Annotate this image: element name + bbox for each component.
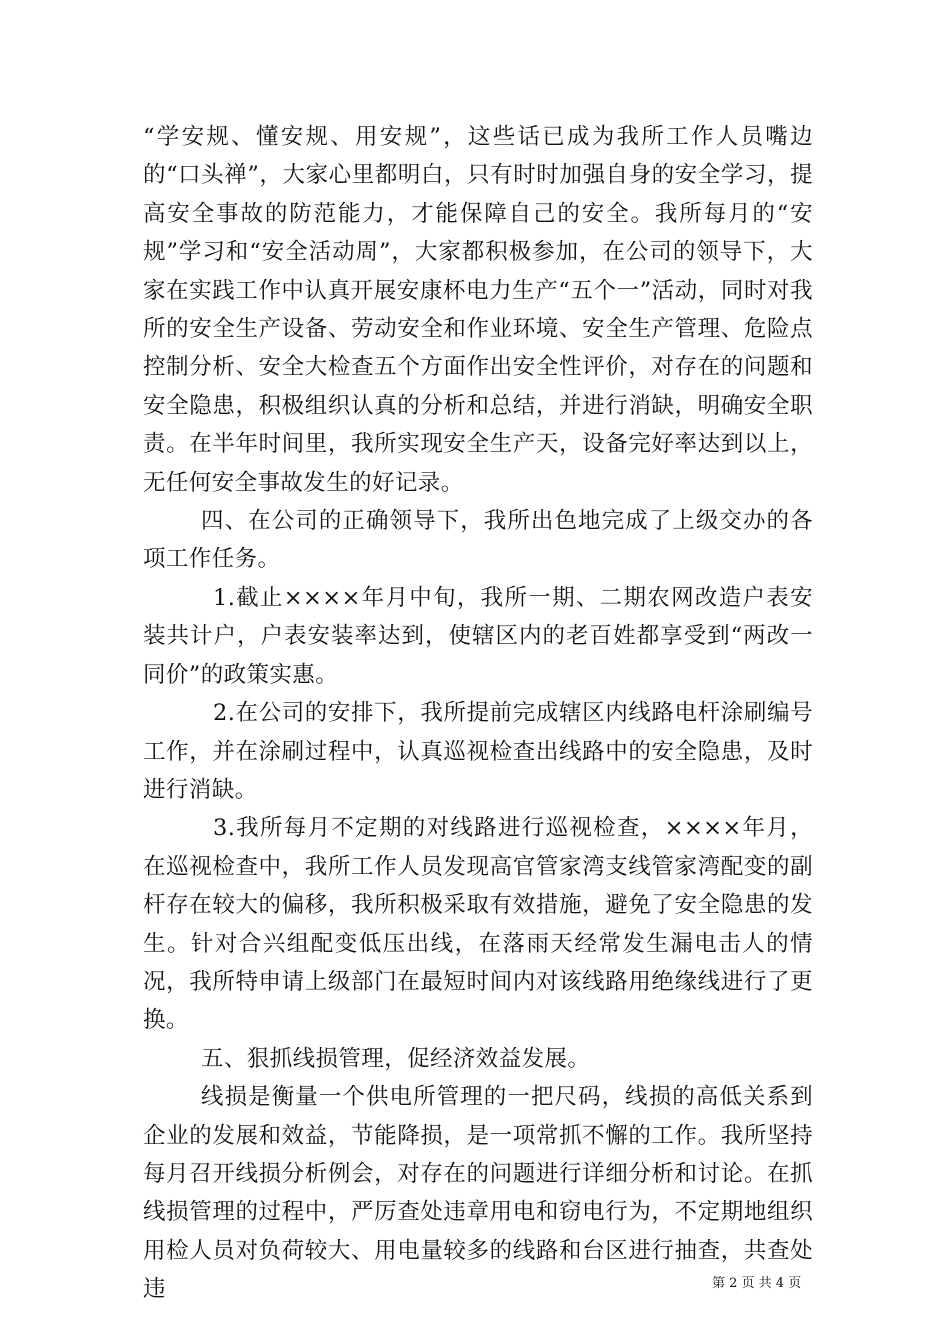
paragraph-safety-study: “学安规、懂安规、用安规”，这些话已成为我所工作人员嘴边的“口头禅”，大家心里都明白，只有时时加强自身的安全学习，提高安全事故的防范能力，才能保障自己的安全。我所每月的“安规”学习和“安全活动周”，大家都积极参加，在公司的领导下，大家在实践工作中认真开展安康杯电力生产“五个一”活动，同时对我所的安全生产设备、劳动安全和作业环境、安全生产管理、危险点控制分析、安全大检查五个方面作出安全性评价，对存在的问题和安全隐患，积极组织认真的分析和总结，并进行消缺，明确安全职责。在半年时间里，我所实现安全生产天，设备完好率达到以上，无任何安全事故发生的好记录。 — [143, 124, 813, 496]
paragraph-item-one: 1.截止××××年月中旬，我所一期、二期农网改造户表安装共计户，户表安装率达到，使辖区内的老百姓都享受到“两改一同价”的政策实惠。 — [143, 584, 813, 688]
paragraph-section-four-heading: 四、在公司的正确领导下，我所出色地完成了上级交办的各项工作任务。 — [143, 508, 813, 573]
paragraph-item-three: 3.我所每月不定期的对线路进行巡视检查，××××年月，在巡视检查中，我所工作人员发现高官管家湾支线管家湾配变的副杆存在较大的偏移，我所积极采取有效措施，避免了安全隐患的发生。针对合兴组配变低压出线，在落雨天经常发生漏电击人的情况，我所特申请上级部门在最短时间内对该线路用绝缘线进行了更换。 — [143, 815, 813, 1034]
body-text — [143, 118, 813, 1309]
paragraph-item-two: 2.在公司的安排下，我所提前完成辖区内线路电杆涂刷编号工作，并在涂刷过程中，认真巡视检查出线路中的安全隐患，及时进行消缺。 — [143, 700, 813, 803]
page-number-footer: 第 2 页 共 4 页 — [712, 1276, 802, 1291]
paragraph-section-five-heading: 五、狠抓线损管理，促经济效益发展。 — [201, 1045, 591, 1072]
paragraph-line-loss: 线损是衡量一个供电所管理的一把尺码，线损的高低关系到企业的发展和效益，节能降损，是一项常抓不懈的工作。我所坚持每月召开线损分析例会，对存在的问题进行详细分析和讨论。在抓线损管理的过程中，严厉查处违章用电和窃电行为，不定期地组织用检人员对负荷较大、用电量较多的线路和台区进行抽查，共查处违 — [143, 1084, 813, 1303]
